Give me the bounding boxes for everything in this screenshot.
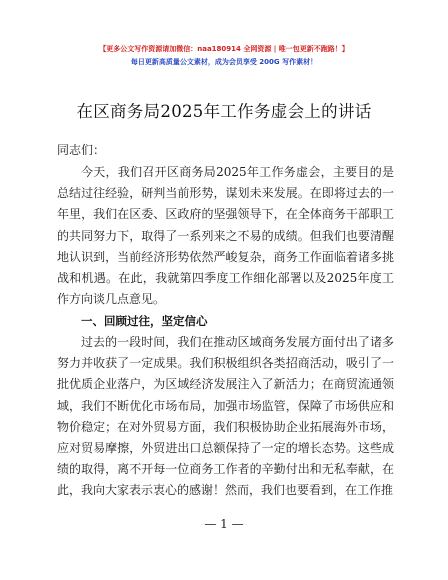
paragraph-review: 过去的一段时间，我们在推动区域商务发展方面付出了诸多努力并收获了一定成果。我们积极组织各类招商活动，吸引了一批优质企业落户，为区域经济发展注入了新活力；在商贸流通领域，我们不断优化市场布局，加强市场监管，保障了市场供应和物价稳定；在对外贸易方面，我们积极协助企业拓展海外市场，应对贸易摩擦，外贸进出口总额保持了一定的增长态势。这些成绩的取得，离不开每一位商务工作者的辛勤付出和无私奉献，在此，我向大家表示衷心的感谢！然而，我们也要看到，在工作推 <box>57 335 394 498</box>
salutation: 同志们： <box>57 143 106 157</box>
page-number: — 1 — <box>204 517 244 531</box>
section-heading: 一、回顾过往，坚定信心 <box>81 314 208 328</box>
promo-banner-blue: 每日更新高质量公文素材，成为会员享受 200G 写作素材！ <box>130 58 318 66</box>
promo-banner-red: 【更多公文写作资源请加微信：naa180914 全网资源 | 唯一包更新不跑路！】 <box>99 45 349 53</box>
paragraph-intro: 今天，我们召开区商务局2025年工作务虚会，主要目的是总结过往经验，研判当前形势，谋划未来发展。在即将过去的一年里，我们在区委、区政府的坚强领导下，在全体商务干部职工的共同努力下，取得了一系列来之不易的成绩。但我们也要清醒地认识到，当前经济形势依然严峻复杂，商务工作面临着诸多挑战和机遇。在此，我就第四季度工作细化部署以及2025年度工作方向谈几点意见。 <box>57 165 394 307</box>
document-title: 在区商务局2025年工作务虚会上的讲话 <box>76 102 372 121</box>
